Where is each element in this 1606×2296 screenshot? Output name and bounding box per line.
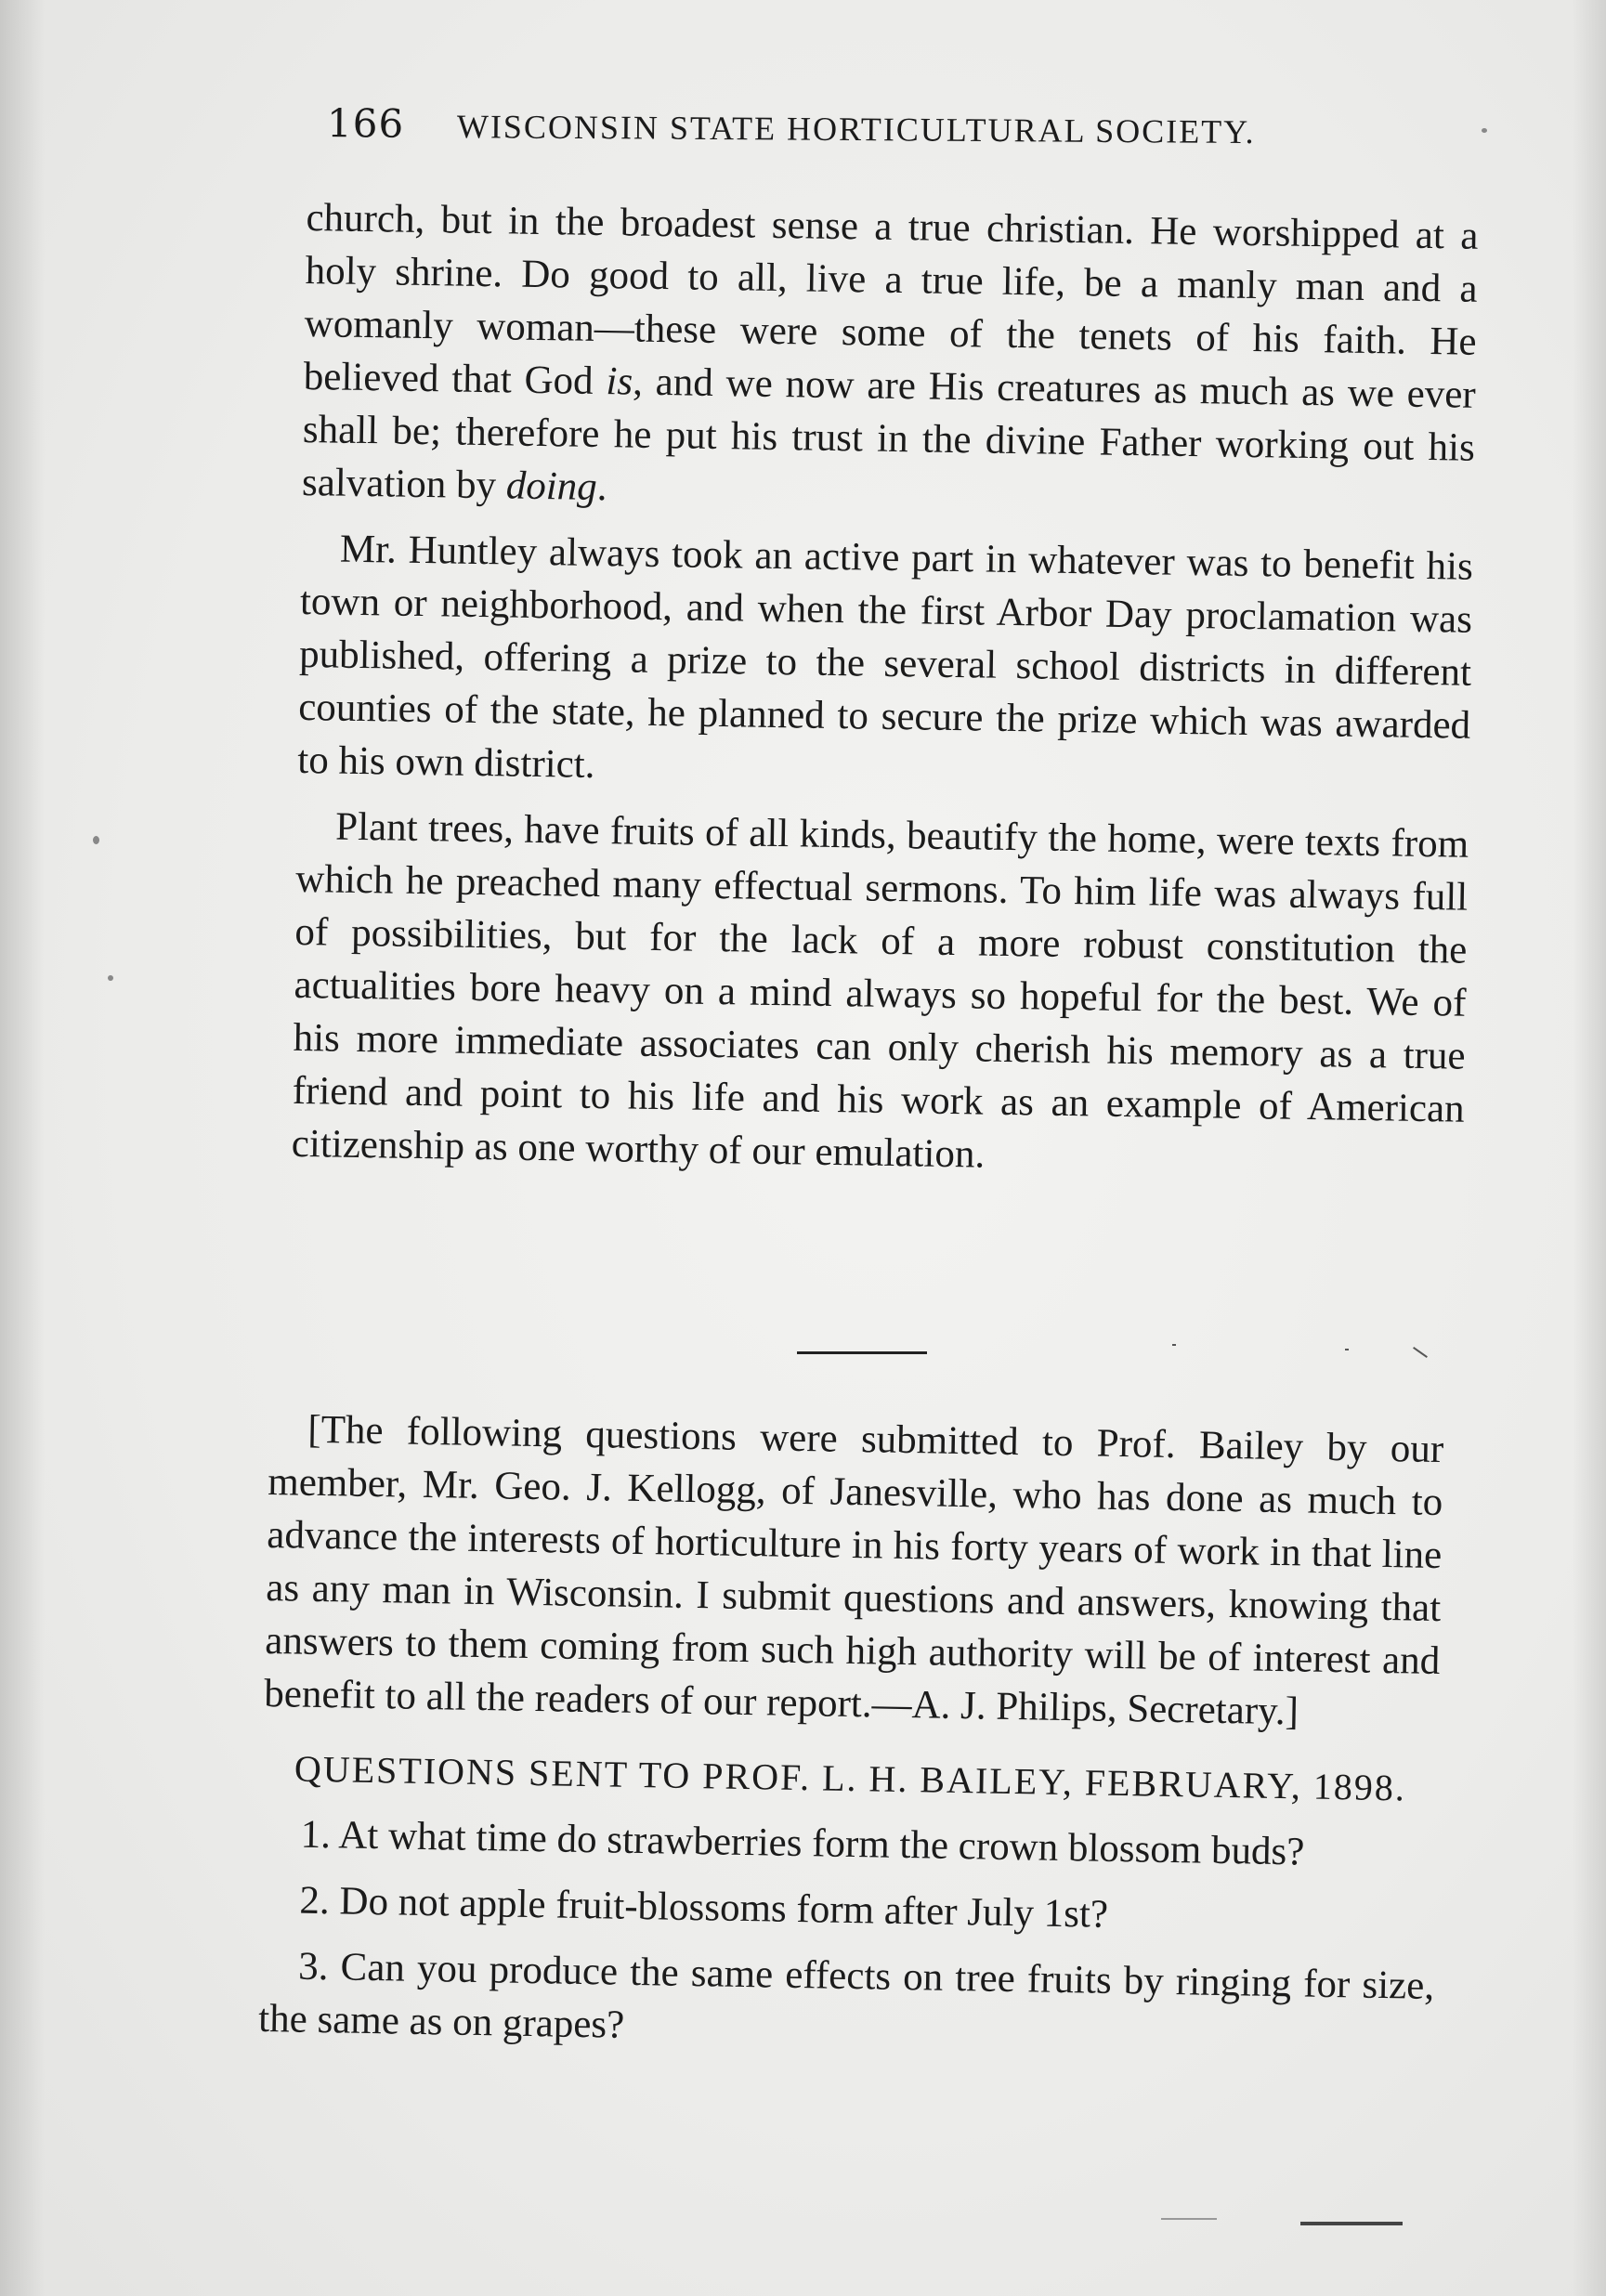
questions-section [258,1395,1444,2066]
paragraph-1 [302,191,1479,528]
paragraph-3: Plant trees, have fruits of all kinds, beautify the home, were texts from which he preached many effectual sermons. To him life was always full of possibilities, but for the lack of a more robust constitution the actualities bore heavy on a mind always so hopeful for the best. We of his more immediate associates can only cherish his memory as a true friend and point to his life and his work as an example of American citizenship as one worthy of our emulation. [291,804,1469,1177]
print-mark [1172,1344,1176,1346]
paragraph-1-italic-doing: doing [505,463,598,509]
question-item: 2. Do not apple fruit-blossoms form after July 1st? [299,1878,1109,1937]
running-title: WISCONSIN STATE HORTICULTURAL SOCIETY. [456,108,1256,151]
memorial-text [291,191,1478,1189]
paper-speck [1482,128,1487,133]
section-heading: QUESTIONS SENT TO PROF. L. H. BAILEY, FEBRUARY, 1898. [294,1747,1407,1809]
paragraph-1-text-end: . [596,464,607,510]
paper-speck [93,836,99,844]
print-mark [1345,1349,1349,1350]
paragraph-1-italic-is: is [606,359,633,404]
print-mark [1300,2222,1403,2225]
paper-speck [108,975,113,981]
print-mark [1161,2218,1217,2220]
print-mark [1413,1347,1428,1358]
editorial-note: [The following questions were submitted to Prof. Bailey by our member, Mr. Geo. J. Kellogg, of Janesville, who has done as much to advance the interests of horticulture in his forty years of work in that line as any man in Wisconsin. I submit questions and answers, knowing that answers to them coming from such high authority will be of interest and benefit to all the readers of our report.—A. J. Philips, Secretary.] [263,1407,1444,1734]
question-item: 1. At what time do strawberries form the crown blossom buds? [300,1812,1305,1874]
paragraph-1-text-start: church, but in the broadest sense a true christian. He worshipped at a holy shrine. Do good to all, live a true life, be a manly man and a womanly woman—these were some of the tenets of his faith. He believed that God [303,195,1479,404]
paragraph-2: Mr. Huntley always took an active part in whatever was to benefit his town or neighborhood, and when the first Arbor Day proclamation was published, offering a prize to the several school districts in different counties of the state, he planned to secure the prize which was awarded to his own district. [297,527,1474,787]
page-left-edge-shadow [0,0,45,2296]
section-divider [797,1351,927,1354]
paragraph-1-text-middle: , and we now are His creatures as much as we ever shall be; therefore he put his trust in the divine Father working out his salvation by [301,359,1477,508]
question-item: 3. Can you produce the same effects on tree fruits by ringing for size, the same as on grapes? [257,1944,1435,2047]
page-right-edge-shadow [1573,0,1606,2296]
page-header [327,100,1367,153]
page-number: 166 [326,100,405,147]
